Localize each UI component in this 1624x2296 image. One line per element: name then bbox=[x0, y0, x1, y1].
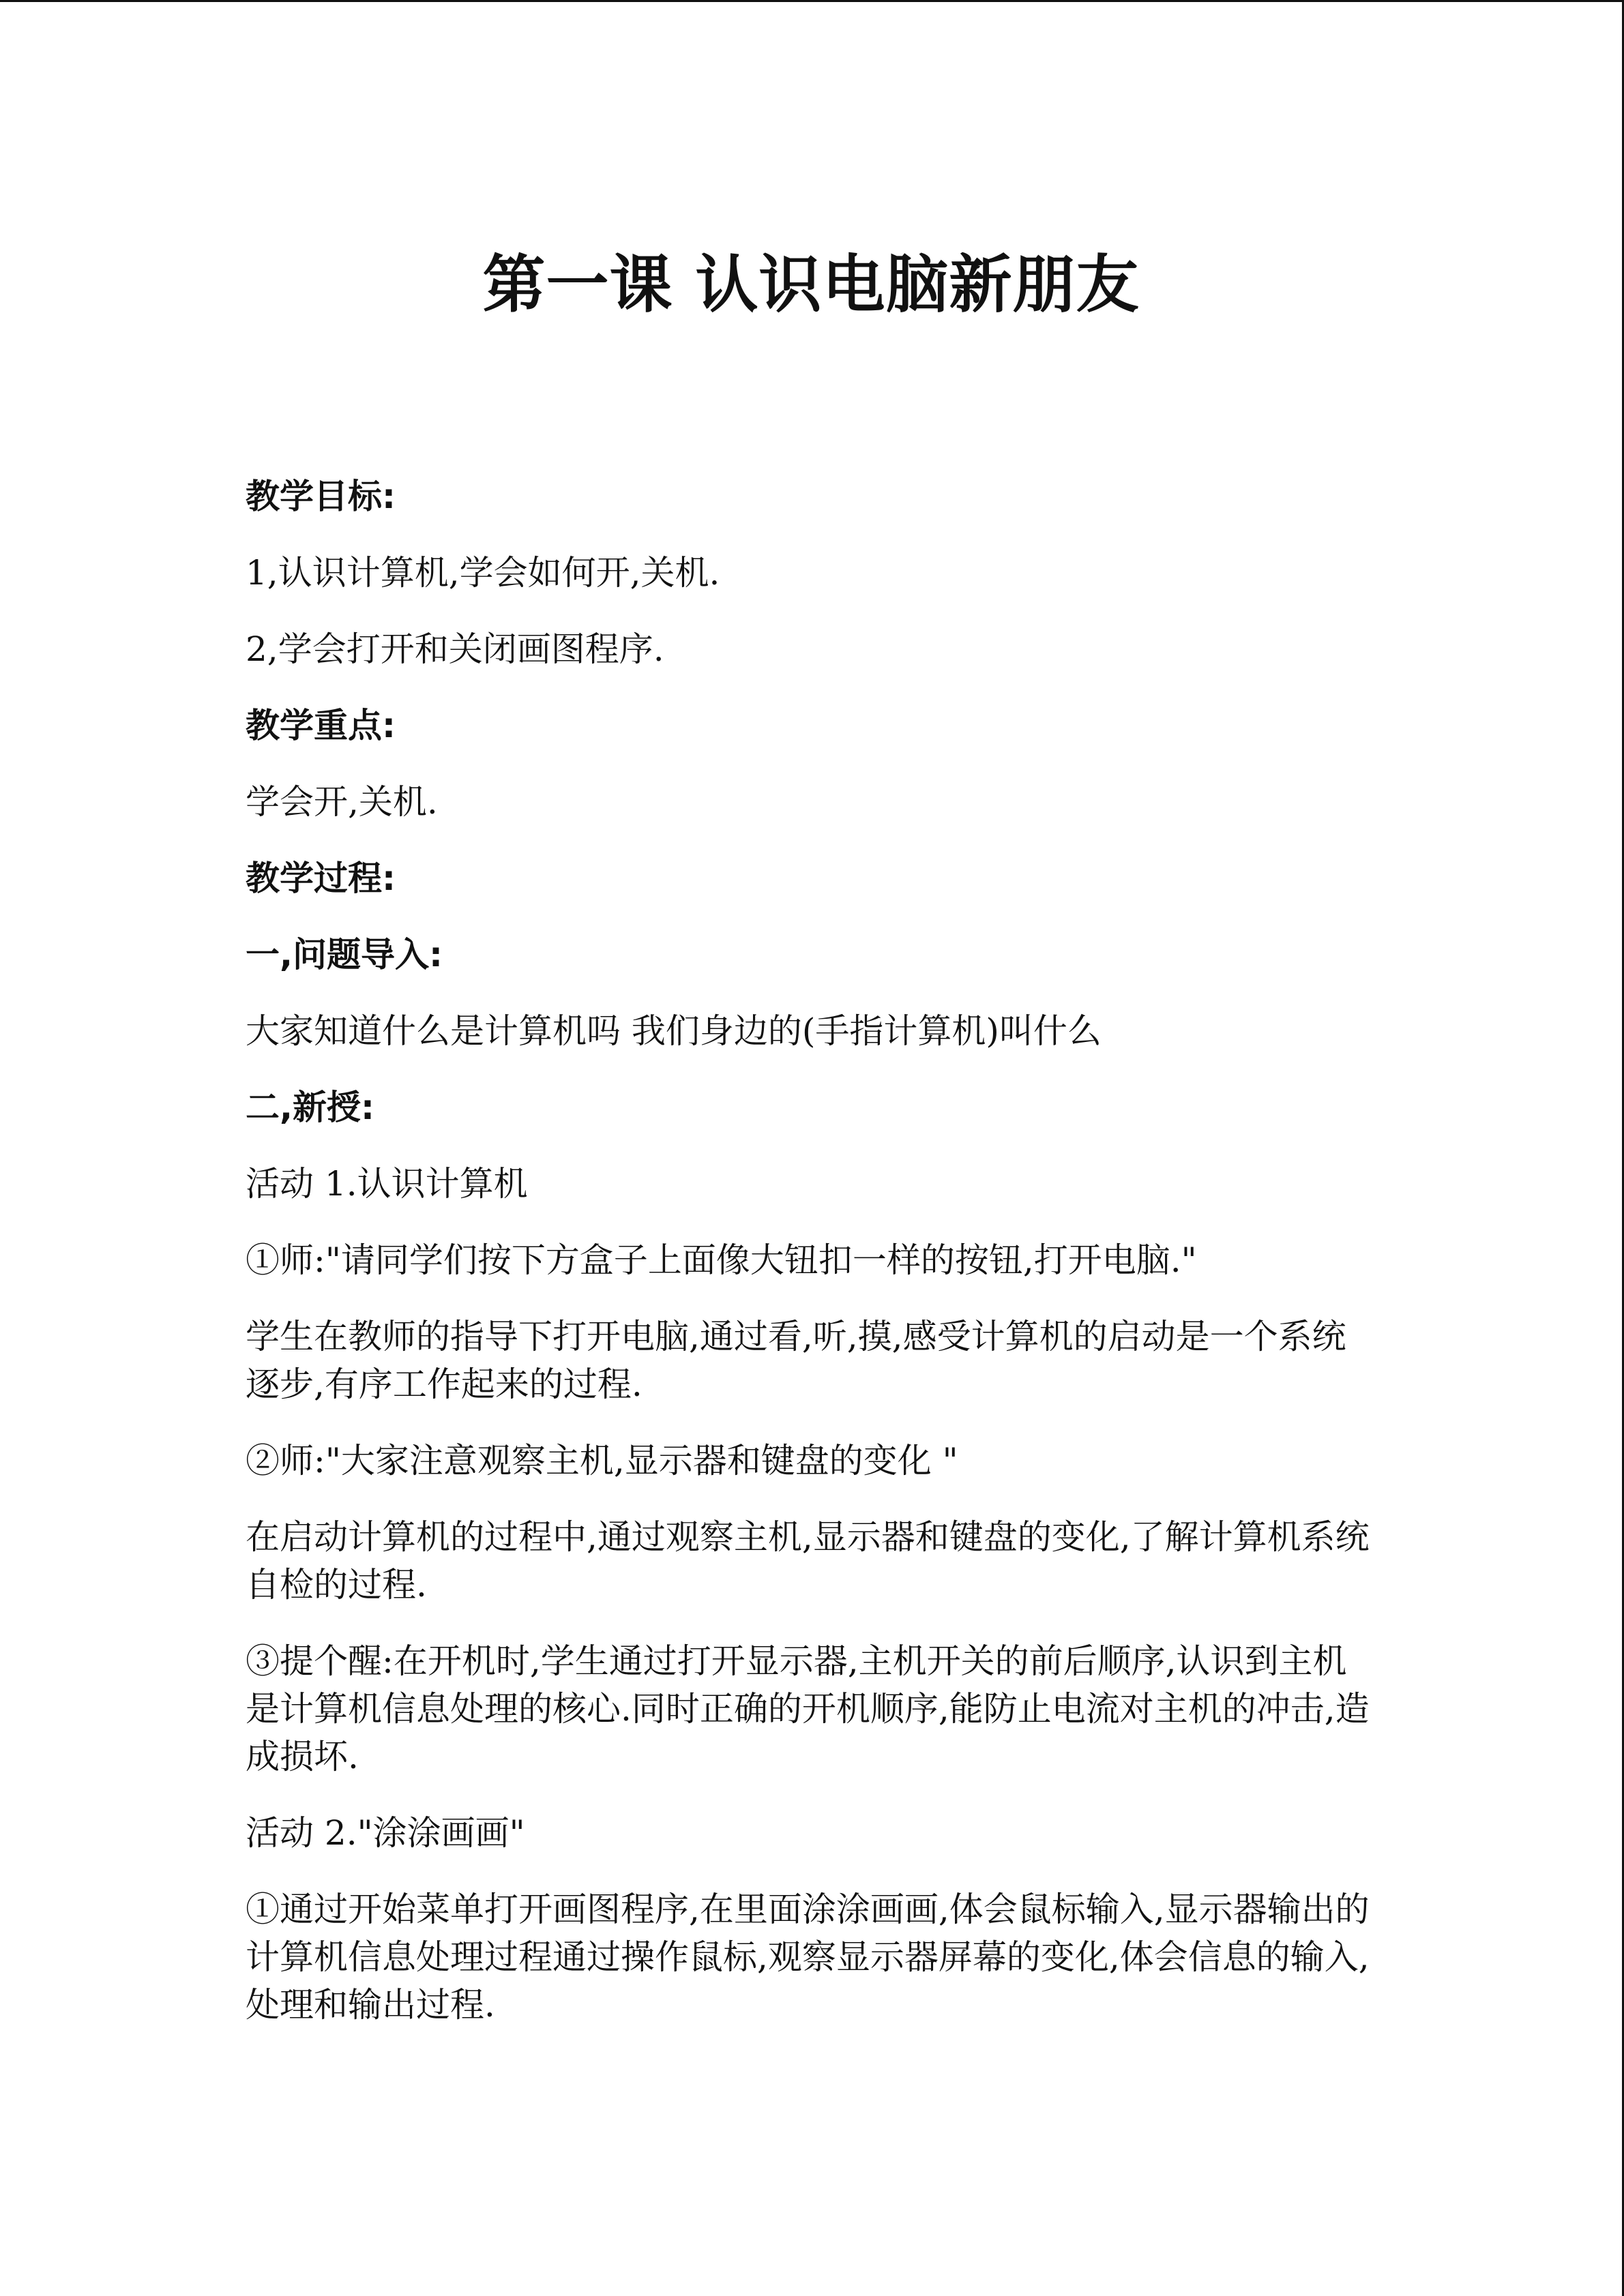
intro-question: 大家知道什么是计算机吗 我们身边的(手指计算机)叫什么 bbox=[246, 1011, 1102, 1051]
objective-item-1: 1,认识计算机,学会如何开,关机. bbox=[246, 553, 720, 593]
section-heading-key-points: 教学重点: bbox=[246, 706, 396, 745]
subsection-heading-new-lesson: 二,新授: bbox=[246, 1088, 374, 1127]
document-body bbox=[246, 473, 1378, 2057]
activity-2-title: 活动 2."涂涂画画" bbox=[246, 1813, 525, 1853]
page-title: 第一课 认识电脑新朋友 bbox=[482, 248, 1140, 321]
activity-1-title: 活动 1.认识计算机 bbox=[246, 1164, 528, 1204]
activity-1-step-2-detail: 在启动计算机的过程中,通过观察主机,显示器和键盘的变化,了解计算机系统自检的过程. bbox=[246, 1517, 1370, 1605]
activity-1-step-1: ①师:"请同学们按下方盒子上面像大钮扣一样的按钮,打开电脑." bbox=[246, 1240, 1197, 1280]
section-heading-process: 教学过程: bbox=[246, 859, 396, 898]
subsection-heading-intro: 一,问题导入: bbox=[246, 935, 443, 974]
key-point-text: 学会开,关机. bbox=[246, 782, 438, 822]
activity-1-reminder: ③提个醒:在开机时,学生通过打开显示器,主机开关的前后顺序,认识到主机是计算机信息处理的核心.同时正确的开机顺序,能防止电流对主机的冲击,造成损坏. bbox=[246, 1641, 1370, 1776]
objective-item-2: 2,学会打开和关闭画图程序. bbox=[246, 629, 664, 669]
section-heading-objectives: 教学目标: bbox=[246, 477, 396, 516]
activity-1-step-1-detail: 学生在教师的指导下打开电脑,通过看,听,摸,感受计算机的启动是一个系统逐步,有序工作起来的过程. bbox=[246, 1317, 1346, 1404]
activity-1-step-2: ②师:"大家注意观察主机,显示器和键盘的变化 " bbox=[246, 1441, 958, 1480]
activity-2-step-1: ①通过开始菜单打开画图程序,在里面涂涂画画,体会鼠标输入,显示器输出的计算机信息处理过程通过操作鼠标,观察显示器屏幕的变化,体会信息的输入,处理和输出过程. bbox=[246, 1890, 1370, 2025]
